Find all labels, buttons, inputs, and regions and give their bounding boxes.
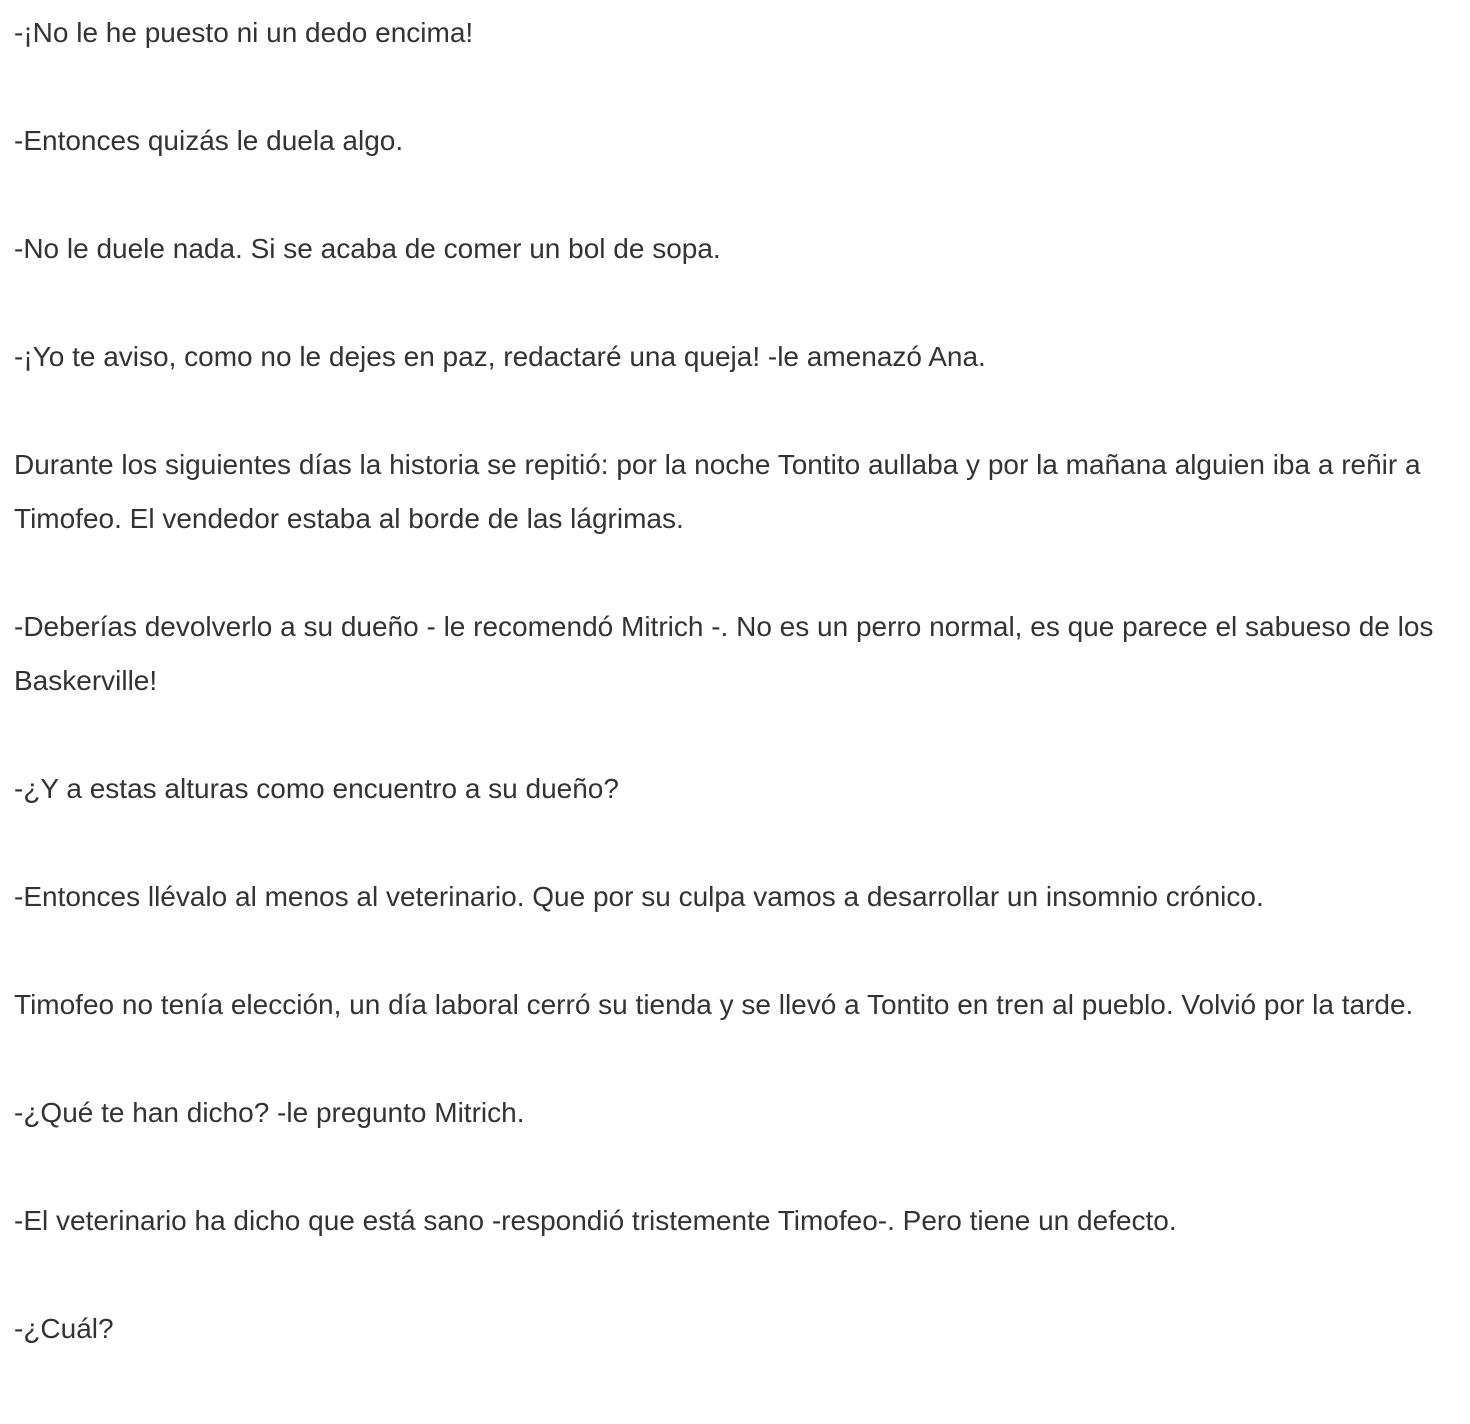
paragraph: Durante los siguientes días la historia se repitió: por la noche Tontito aullaba y por la mañana alguien iba a reñir a Timofeo. El vendedor estaba al borde de las lágrimas. [14, 449, 1421, 534]
paragraph: -¿Y a estas alturas como encuentro a su dueño? [14, 773, 619, 804]
paragraph: -¡Yo te aviso, como no le dejes en paz, redactaré una queja! -le amenazó Ana. [14, 341, 986, 372]
paragraph: -¿Cuál? [14, 1313, 114, 1344]
paragraph: -Deberías devolverlo a su dueño - le recomendó Mitrich -. No es un perro normal, es que parece el sabueso de los Baskerville! [14, 611, 1434, 696]
paragraph: -Entonces llévalo al menos al veterinario. Que por su culpa vamos a desarrollar un insomnio crónico. [14, 881, 1264, 912]
paragraph: -El veterinario ha dicho que está sano -respondió tristemente Timofeo-. Pero tiene un defecto. [14, 1205, 1177, 1236]
paragraph: -¡No le he puesto ni un dedo encima! [14, 17, 474, 48]
paragraph: Timofeo no tenía elección, un día laboral cerró su tienda y se llevó a Tontito en tren al pueblo. Volvió por la tarde. [14, 989, 1414, 1020]
paragraph: -¿Qué te han dicho? -le pregunto Mitrich. [14, 1097, 525, 1128]
paragraph: -Entonces quizás le duela algo. [14, 125, 404, 156]
paragraph: -No le duele nada. Si se acaba de comer un bol de sopa. [14, 233, 721, 264]
